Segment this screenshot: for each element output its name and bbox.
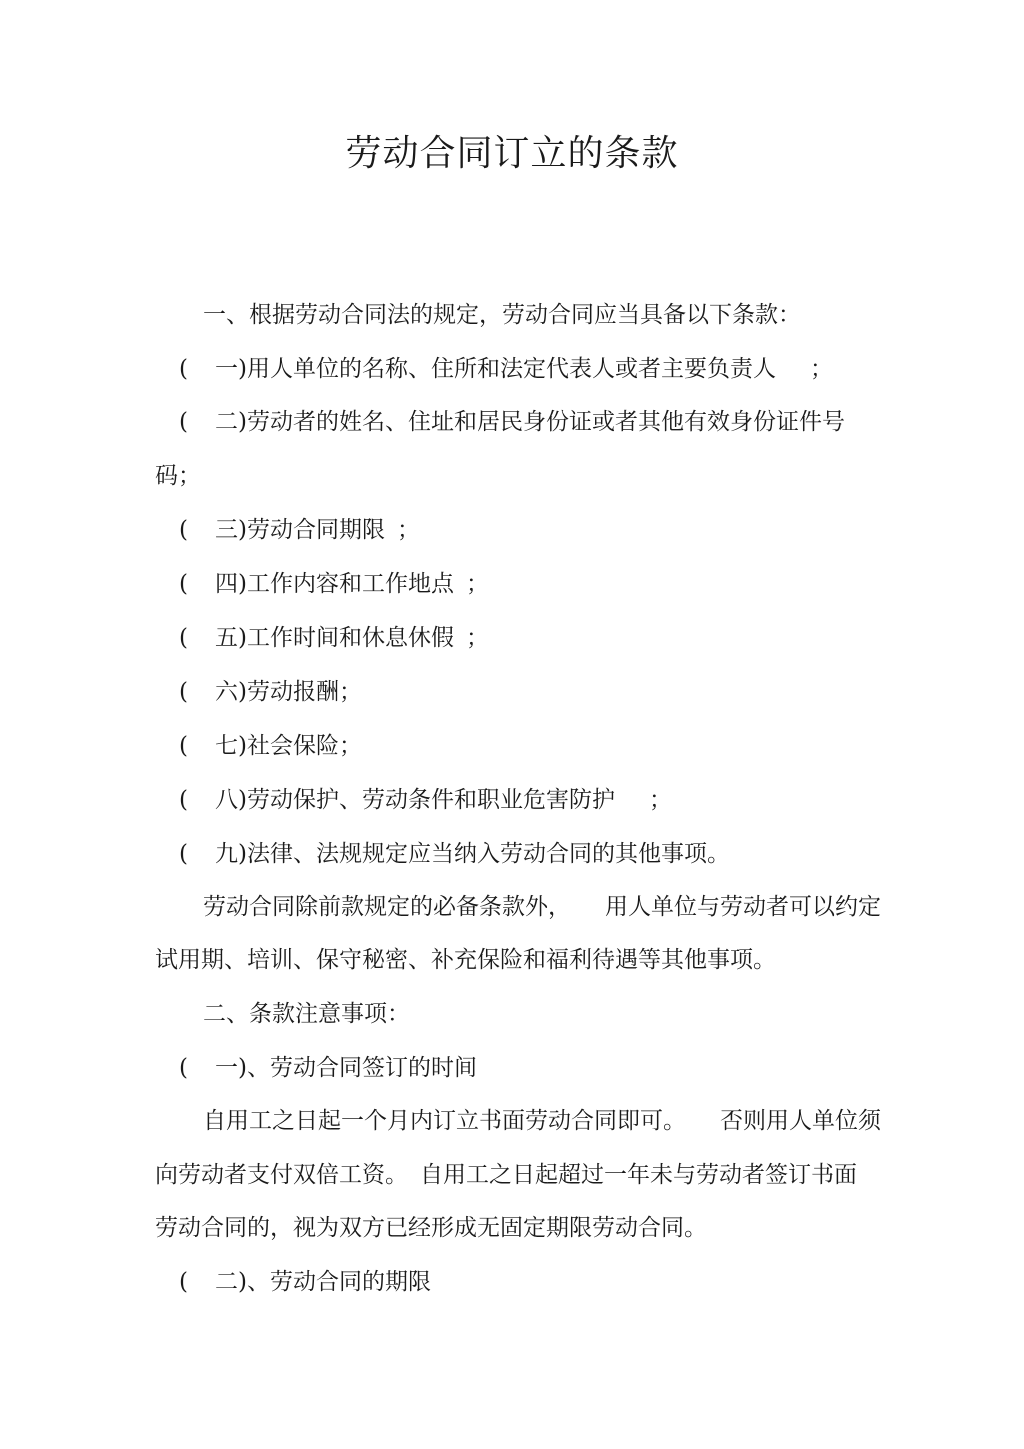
item-paren: (: [179, 517, 188, 543]
item-paren: (: [179, 571, 188, 597]
item-text: 劳动报酬；: [246, 679, 362, 705]
list-item: [179, 406, 899, 438]
item-paren: (: [179, 625, 188, 651]
item-number: 一): [215, 356, 247, 382]
list-item: [179, 838, 899, 870]
list-item: [179, 622, 899, 654]
paragraph-text: 自用工之日起一个月内订立书面劳动合同即可。: [203, 1108, 686, 1134]
item-paren: (: [179, 733, 188, 759]
section1-heading: 一、根据劳动合同法的规定，劳动合同应当具备以下条款：: [203, 302, 801, 328]
paragraph-text: 劳动合同除前款规定的必备条款外，: [203, 894, 571, 920]
paragraph-text: 用人单位与劳动者可以约定: [605, 894, 881, 920]
section2-heading: 二、条款注意事项：: [203, 1001, 410, 1027]
paragraph-text: 向劳动者支付双倍工资。: [155, 1162, 408, 1188]
item-number: 五): [215, 625, 247, 651]
item-number: 二): [215, 1269, 247, 1295]
list-item: [179, 730, 899, 762]
item-text: 工作时间和休息休假: [246, 625, 454, 651]
item-number: 三): [215, 517, 247, 543]
item-text: 工作内容和工作地点: [246, 571, 454, 597]
item-paren: (: [179, 679, 188, 705]
item-end: ；: [396, 517, 420, 543]
item-paren: (: [179, 787, 188, 813]
item-text: 社会保险；: [246, 733, 362, 759]
item-text: 、劳动合同的期限: [246, 1269, 431, 1295]
item-text: 用人单位的名称、住所和法定代表人或者主要负责人: [246, 356, 776, 382]
item-end: ；: [465, 571, 489, 597]
page-title: 劳动合同订立的条款: [345, 133, 679, 174]
item-end: ；: [465, 625, 489, 651]
item-number: 九): [215, 841, 247, 867]
item-text: 劳动保护、劳动条件和职业危害防护: [246, 787, 615, 813]
paragraph-line: 劳动合同的，视为双方已经形成无固定期限劳动合同。: [155, 1215, 707, 1241]
paragraph-text: 否则用人单位须: [720, 1108, 881, 1134]
paragraph-line: [203, 891, 923, 923]
item-paren: (: [179, 1269, 188, 1295]
item-end: ；: [809, 356, 833, 382]
item-number: 二): [215, 409, 247, 435]
item-text: 、劳动合同签订的时间: [246, 1055, 477, 1081]
item-paren: (: [179, 841, 188, 867]
paragraph-line: [155, 1159, 875, 1191]
item-number: 八): [215, 787, 247, 813]
paragraph-line: 试用期、培训、保守秘密、补充保险和福利待遇等其他事项。: [155, 947, 776, 973]
item-number: 七): [215, 733, 247, 759]
item-continuation: 码；: [155, 463, 201, 489]
subheading: [179, 1266, 899, 1298]
item-number: 一): [215, 1055, 247, 1081]
item-text: 劳动合同期限: [246, 517, 385, 543]
item-text: 劳动者的姓名、住址和居民身份证或者其他有效身份证件号: [246, 409, 845, 435]
item-text: 法律、法规规定应当纳入劳动合同的其他事项。: [246, 841, 730, 867]
paragraph-line: [203, 1105, 923, 1137]
subheading: [179, 1052, 899, 1084]
list-item: [179, 568, 899, 600]
list-item: [179, 514, 899, 546]
list-item: [179, 784, 899, 816]
list-item: [179, 353, 899, 385]
item-number: 六): [215, 679, 247, 705]
item-paren: (: [179, 356, 188, 382]
item-paren: (: [179, 1055, 188, 1081]
paragraph-text: 自用工之日起超过一年未与劳动者签订书面: [420, 1162, 857, 1188]
item-number: 四): [215, 571, 247, 597]
list-item: [179, 676, 899, 708]
item-paren: (: [179, 409, 188, 435]
item-end: ；: [648, 787, 672, 813]
